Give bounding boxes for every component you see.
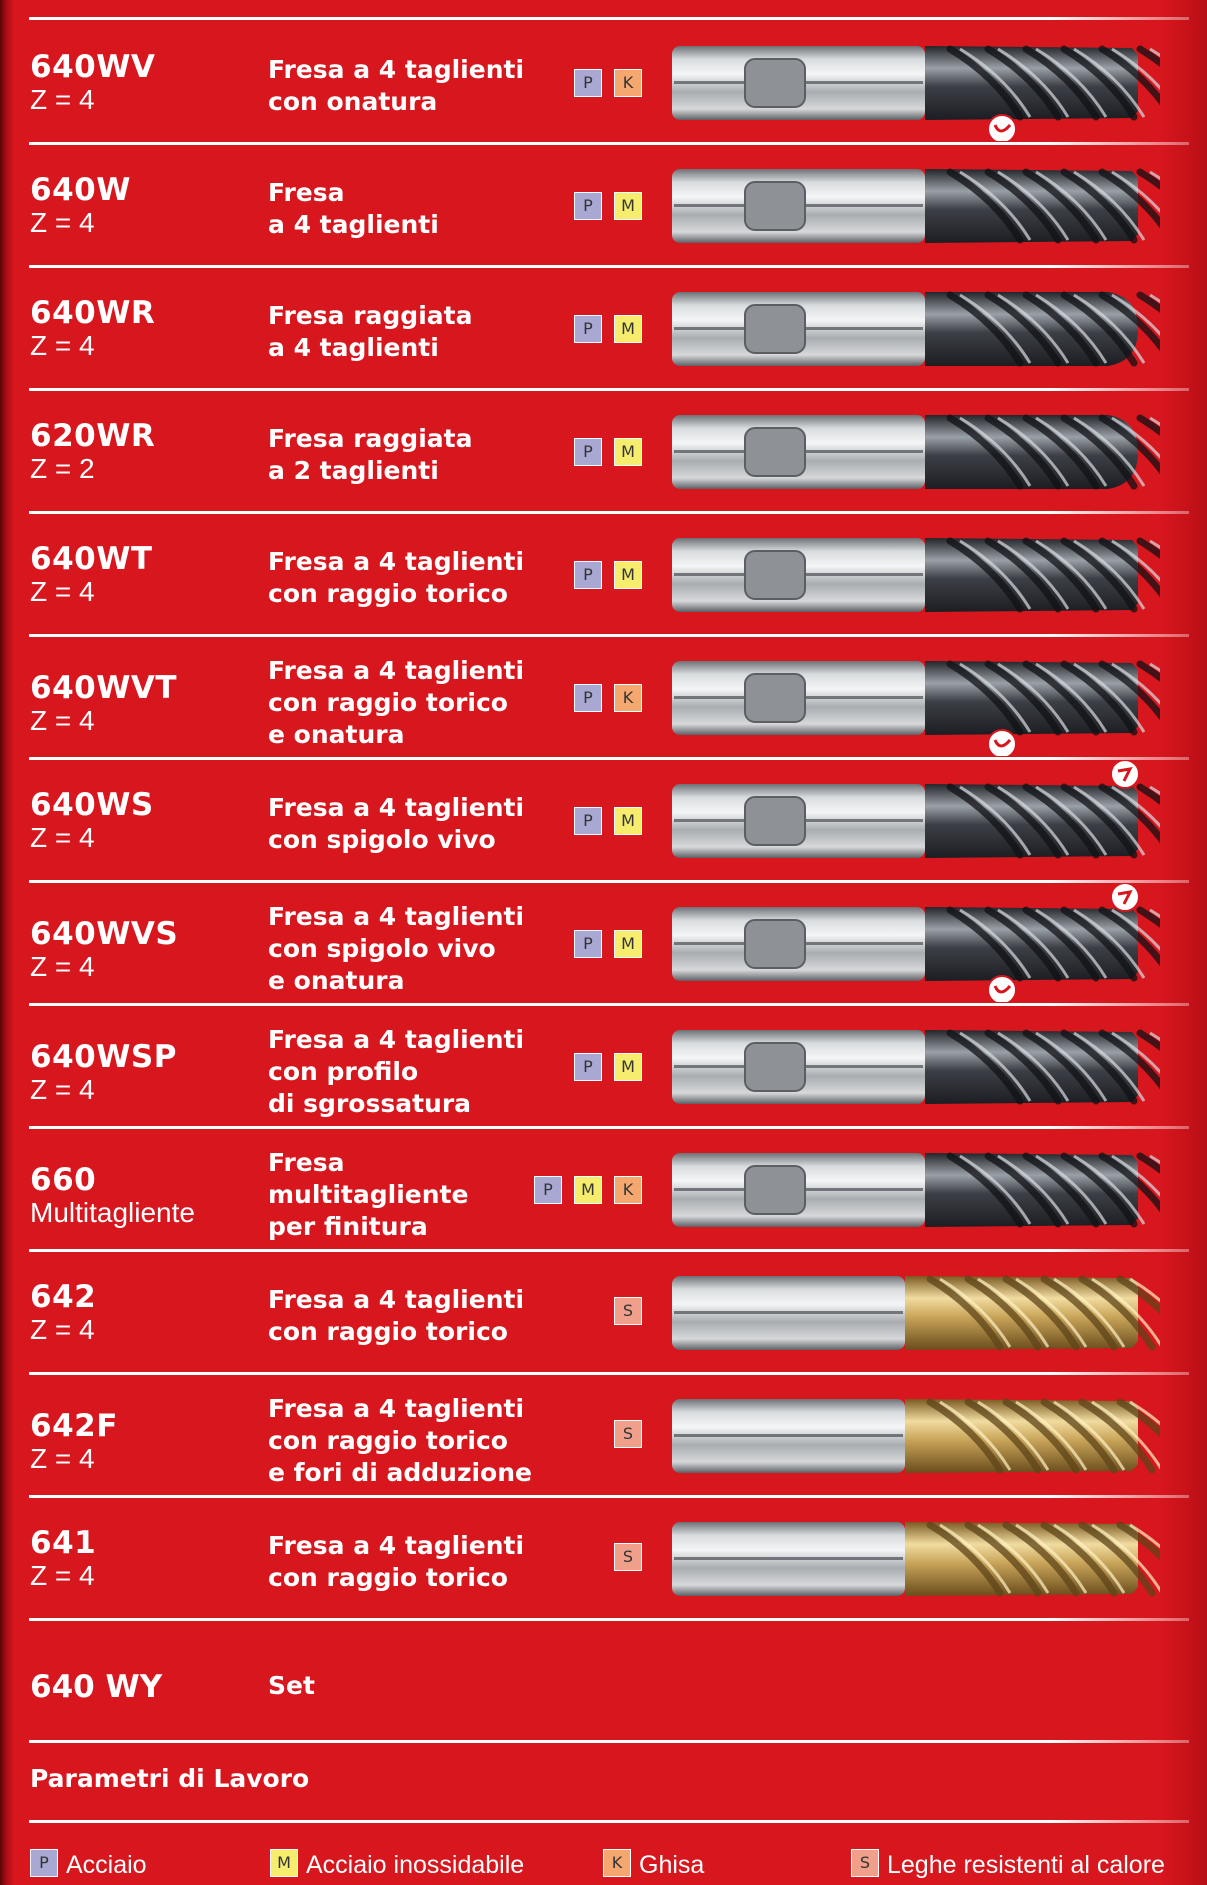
tool-image-container	[660, 1128, 1160, 1248]
product-subtitle: Z = 4	[30, 951, 95, 982]
row-separator	[29, 265, 1189, 268]
product-description	[268, 901, 524, 997]
badge-p: P	[574, 69, 602, 97]
tool-image-container	[660, 513, 1160, 633]
product-subtitle: Z = 4	[30, 1443, 95, 1474]
badge-s: S	[614, 1543, 642, 1571]
tool-image-container	[660, 267, 1160, 387]
description-line: di sgrossatura	[268, 1089, 472, 1118]
badge-k: K	[614, 684, 642, 712]
end-mill-image	[660, 390, 1160, 510]
sharp-edge-icon	[1111, 760, 1139, 788]
row-separator	[29, 634, 1189, 637]
row-separator	[29, 142, 1189, 145]
badge-s: S	[614, 1420, 642, 1448]
description-line: Fresa a 4 taglienti	[268, 1394, 525, 1423]
set-row[interactable]	[0, 1635, 1207, 1740]
description-line: Fresa a 4 taglienti	[268, 902, 525, 931]
product-code: 642	[30, 1279, 97, 1315]
badge-p: P	[574, 1053, 602, 1081]
shank-flat	[745, 59, 805, 107]
product-description	[268, 1024, 524, 1120]
end-mill-image	[660, 1251, 1160, 1371]
description-line: Fresa a 4 taglienti	[268, 1285, 525, 1314]
product-code: 620WR	[30, 418, 156, 454]
legend-label: Leghe resistenti al calore	[887, 1851, 1165, 1879]
badge-p: P	[574, 192, 602, 220]
product-row[interactable]	[0, 1374, 1207, 1494]
row-separator	[29, 1249, 1189, 1252]
row-separator	[29, 1372, 1189, 1375]
description-line: con profilo	[268, 1057, 419, 1086]
badge-p: P	[534, 1176, 562, 1204]
description-line: a 4 taglienti	[268, 210, 439, 239]
tool-image-container	[660, 390, 1160, 510]
product-code: 640WSP	[30, 1039, 177, 1075]
end-mill-image	[660, 267, 1160, 387]
product-code: 640WR	[30, 295, 156, 331]
tool-image-container	[660, 21, 1160, 141]
end-mill-image	[660, 1128, 1160, 1248]
description-line: con raggio torico	[268, 1426, 508, 1455]
shank-flat	[745, 305, 805, 353]
product-row[interactable]	[0, 1251, 1207, 1371]
product-code: 640W	[30, 172, 131, 208]
product-subtitle: Z = 4	[30, 705, 95, 736]
badge-s: S	[851, 1849, 879, 1877]
description-line: per finitura	[268, 1212, 428, 1241]
row-separator	[29, 1126, 1189, 1129]
shank-flat	[745, 428, 805, 476]
shank-flat	[745, 551, 805, 599]
description-line: Fresa a 4 taglienti	[268, 1025, 525, 1054]
tool-image-container	[660, 1251, 1160, 1371]
product-subtitle: Z = 4	[30, 822, 95, 853]
description-line: Fresa a 4 taglienti	[268, 656, 525, 685]
tool-image-container	[660, 1374, 1160, 1494]
honing-icon	[988, 730, 1016, 756]
product-row[interactable]	[0, 144, 1207, 264]
description-line: con raggio torico	[268, 1563, 508, 1592]
tool-image-container	[660, 1497, 1160, 1617]
badge-p: P	[574, 930, 602, 958]
product-row[interactable]	[0, 882, 1207, 1002]
badge-m: M	[614, 1053, 642, 1081]
honing-icon	[988, 115, 1016, 141]
description-line: e onatura	[268, 966, 405, 995]
badge-p: P	[574, 684, 602, 712]
sharp-edge-icon	[1111, 883, 1139, 911]
row-separator	[29, 388, 1189, 391]
end-mill-image	[660, 1005, 1160, 1125]
product-code: 642F	[30, 1408, 118, 1444]
legend-label: Acciaio inossidabile	[306, 1851, 525, 1879]
badge-p: P	[574, 315, 602, 343]
badge-p: P	[30, 1849, 58, 1877]
description-line: con onatura	[268, 87, 438, 116]
description-line: e onatura	[268, 720, 405, 749]
legend-label: Acciaio	[66, 1851, 147, 1879]
product-code: 640WV	[30, 49, 156, 85]
end-mill-image	[660, 636, 1160, 756]
product-row[interactable]	[0, 513, 1207, 633]
badge-k: K	[614, 69, 642, 97]
shank-flat	[745, 797, 805, 845]
shank-flat	[745, 920, 805, 968]
description-line: Fresa	[268, 1148, 345, 1177]
product-subtitle: Z = 2	[30, 453, 95, 484]
product-description	[268, 54, 524, 118]
description-line: con raggio torico	[268, 1317, 508, 1346]
description-line: Fresa a 4 taglienti	[268, 1531, 525, 1560]
row-separator	[29, 1003, 1189, 1006]
badge-p: P	[574, 438, 602, 466]
product-code: 640WVT	[30, 670, 178, 706]
product-row[interactable]	[0, 390, 1207, 510]
product-subtitle: Z = 4	[30, 84, 95, 115]
description-line: e fori di adduzione	[268, 1458, 532, 1487]
product-subtitle: Z = 4	[30, 576, 95, 607]
badge-m: M	[614, 315, 642, 343]
product-description	[268, 300, 472, 364]
product-subtitle: Z = 4	[30, 330, 95, 361]
end-mill-image	[660, 144, 1160, 264]
description-line: multitagliente	[268, 1180, 469, 1209]
end-mill-image	[660, 513, 1160, 633]
description-line: Fresa a 4 taglienti	[268, 793, 525, 822]
params-label: Parametri di Lavoro	[30, 1764, 310, 1793]
product-code: 640WT	[30, 541, 153, 577]
badge-m: M	[574, 1176, 602, 1204]
description-line: con spigolo vivo	[268, 825, 496, 854]
tool-image-container	[660, 636, 1160, 756]
product-description	[268, 1393, 532, 1489]
product-code: 660	[30, 1162, 97, 1198]
row-separator	[29, 1495, 1189, 1498]
badge-m: M	[614, 438, 642, 466]
row-separator	[29, 757, 1189, 760]
badge-m: M	[270, 1849, 298, 1877]
product-description	[268, 423, 472, 487]
description-line: Fresa	[268, 178, 345, 207]
product-description	[268, 792, 524, 856]
honing-icon	[988, 976, 1016, 1002]
product-row[interactable]	[0, 21, 1207, 141]
product-subtitle: Z = 4	[30, 207, 95, 238]
description-line: con spigolo vivo	[268, 934, 496, 963]
product-row[interactable]	[0, 759, 1207, 879]
badge-p: P	[574, 561, 602, 589]
tool-image-container	[660, 1005, 1160, 1125]
set-code: 640 WY	[30, 1669, 163, 1705]
badge-k: K	[603, 1849, 631, 1877]
description-line: Fresa raggiata	[268, 301, 473, 330]
product-code: 641	[30, 1525, 97, 1561]
badge-m: M	[614, 192, 642, 220]
end-mill-image	[660, 1497, 1160, 1617]
shank-flat	[745, 182, 805, 230]
product-row[interactable]	[0, 267, 1207, 387]
product-row[interactable]	[0, 1497, 1207, 1617]
product-row[interactable]	[0, 1005, 1207, 1125]
product-subtitle: Z = 4	[30, 1074, 95, 1105]
product-description	[268, 546, 524, 610]
set-description: Set	[268, 1671, 315, 1700]
badge-m: M	[614, 807, 642, 835]
badge-m: M	[614, 561, 642, 589]
tool-image-container	[660, 882, 1160, 1002]
description-line: a 4 taglienti	[268, 333, 439, 362]
product-code: 640WVS	[30, 916, 179, 952]
product-subtitle: Z = 4	[30, 1314, 95, 1345]
product-description	[268, 1284, 524, 1348]
row-separator	[29, 511, 1189, 514]
params-row[interactable]	[0, 1742, 1207, 1822]
tool-image-container	[660, 144, 1160, 264]
badge-p: P	[574, 807, 602, 835]
product-description	[268, 177, 439, 241]
end-mill-image	[660, 1374, 1160, 1494]
description-line: con raggio torico	[268, 579, 508, 608]
top-separator	[29, 17, 1189, 20]
description-line: Fresa a 4 taglienti	[268, 55, 525, 84]
description-line: con raggio torico	[268, 688, 508, 717]
product-subtitle: Multitagliente	[30, 1197, 195, 1228]
description-line: Fresa raggiata	[268, 424, 473, 453]
product-row[interactable]	[0, 636, 1207, 756]
shank-flat	[745, 1166, 805, 1214]
end-mill-image	[660, 21, 1160, 141]
product-description	[268, 1530, 524, 1594]
product-subtitle: Z = 4	[30, 1560, 95, 1591]
product-description	[268, 655, 524, 751]
description-line: a 2 taglienti	[268, 456, 439, 485]
product-description	[268, 1147, 468, 1243]
badge-k: K	[614, 1176, 642, 1204]
badge-m: M	[614, 930, 642, 958]
description-line: Fresa a 4 taglienti	[268, 547, 525, 576]
end-mill-image	[660, 882, 1160, 1002]
row-separator	[29, 1820, 1189, 1823]
shank-flat	[745, 1043, 805, 1091]
shank-flat	[745, 674, 805, 722]
legend-label: Ghisa	[639, 1851, 705, 1879]
row-separator	[29, 880, 1189, 883]
product-row[interactable]	[0, 1128, 1207, 1248]
row-separator	[29, 1740, 1189, 1743]
badge-s: S	[614, 1297, 642, 1325]
row-separator	[29, 1618, 1189, 1621]
tool-image-container	[660, 759, 1160, 879]
product-code: 640WS	[30, 787, 154, 823]
end-mill-image	[660, 759, 1160, 879]
